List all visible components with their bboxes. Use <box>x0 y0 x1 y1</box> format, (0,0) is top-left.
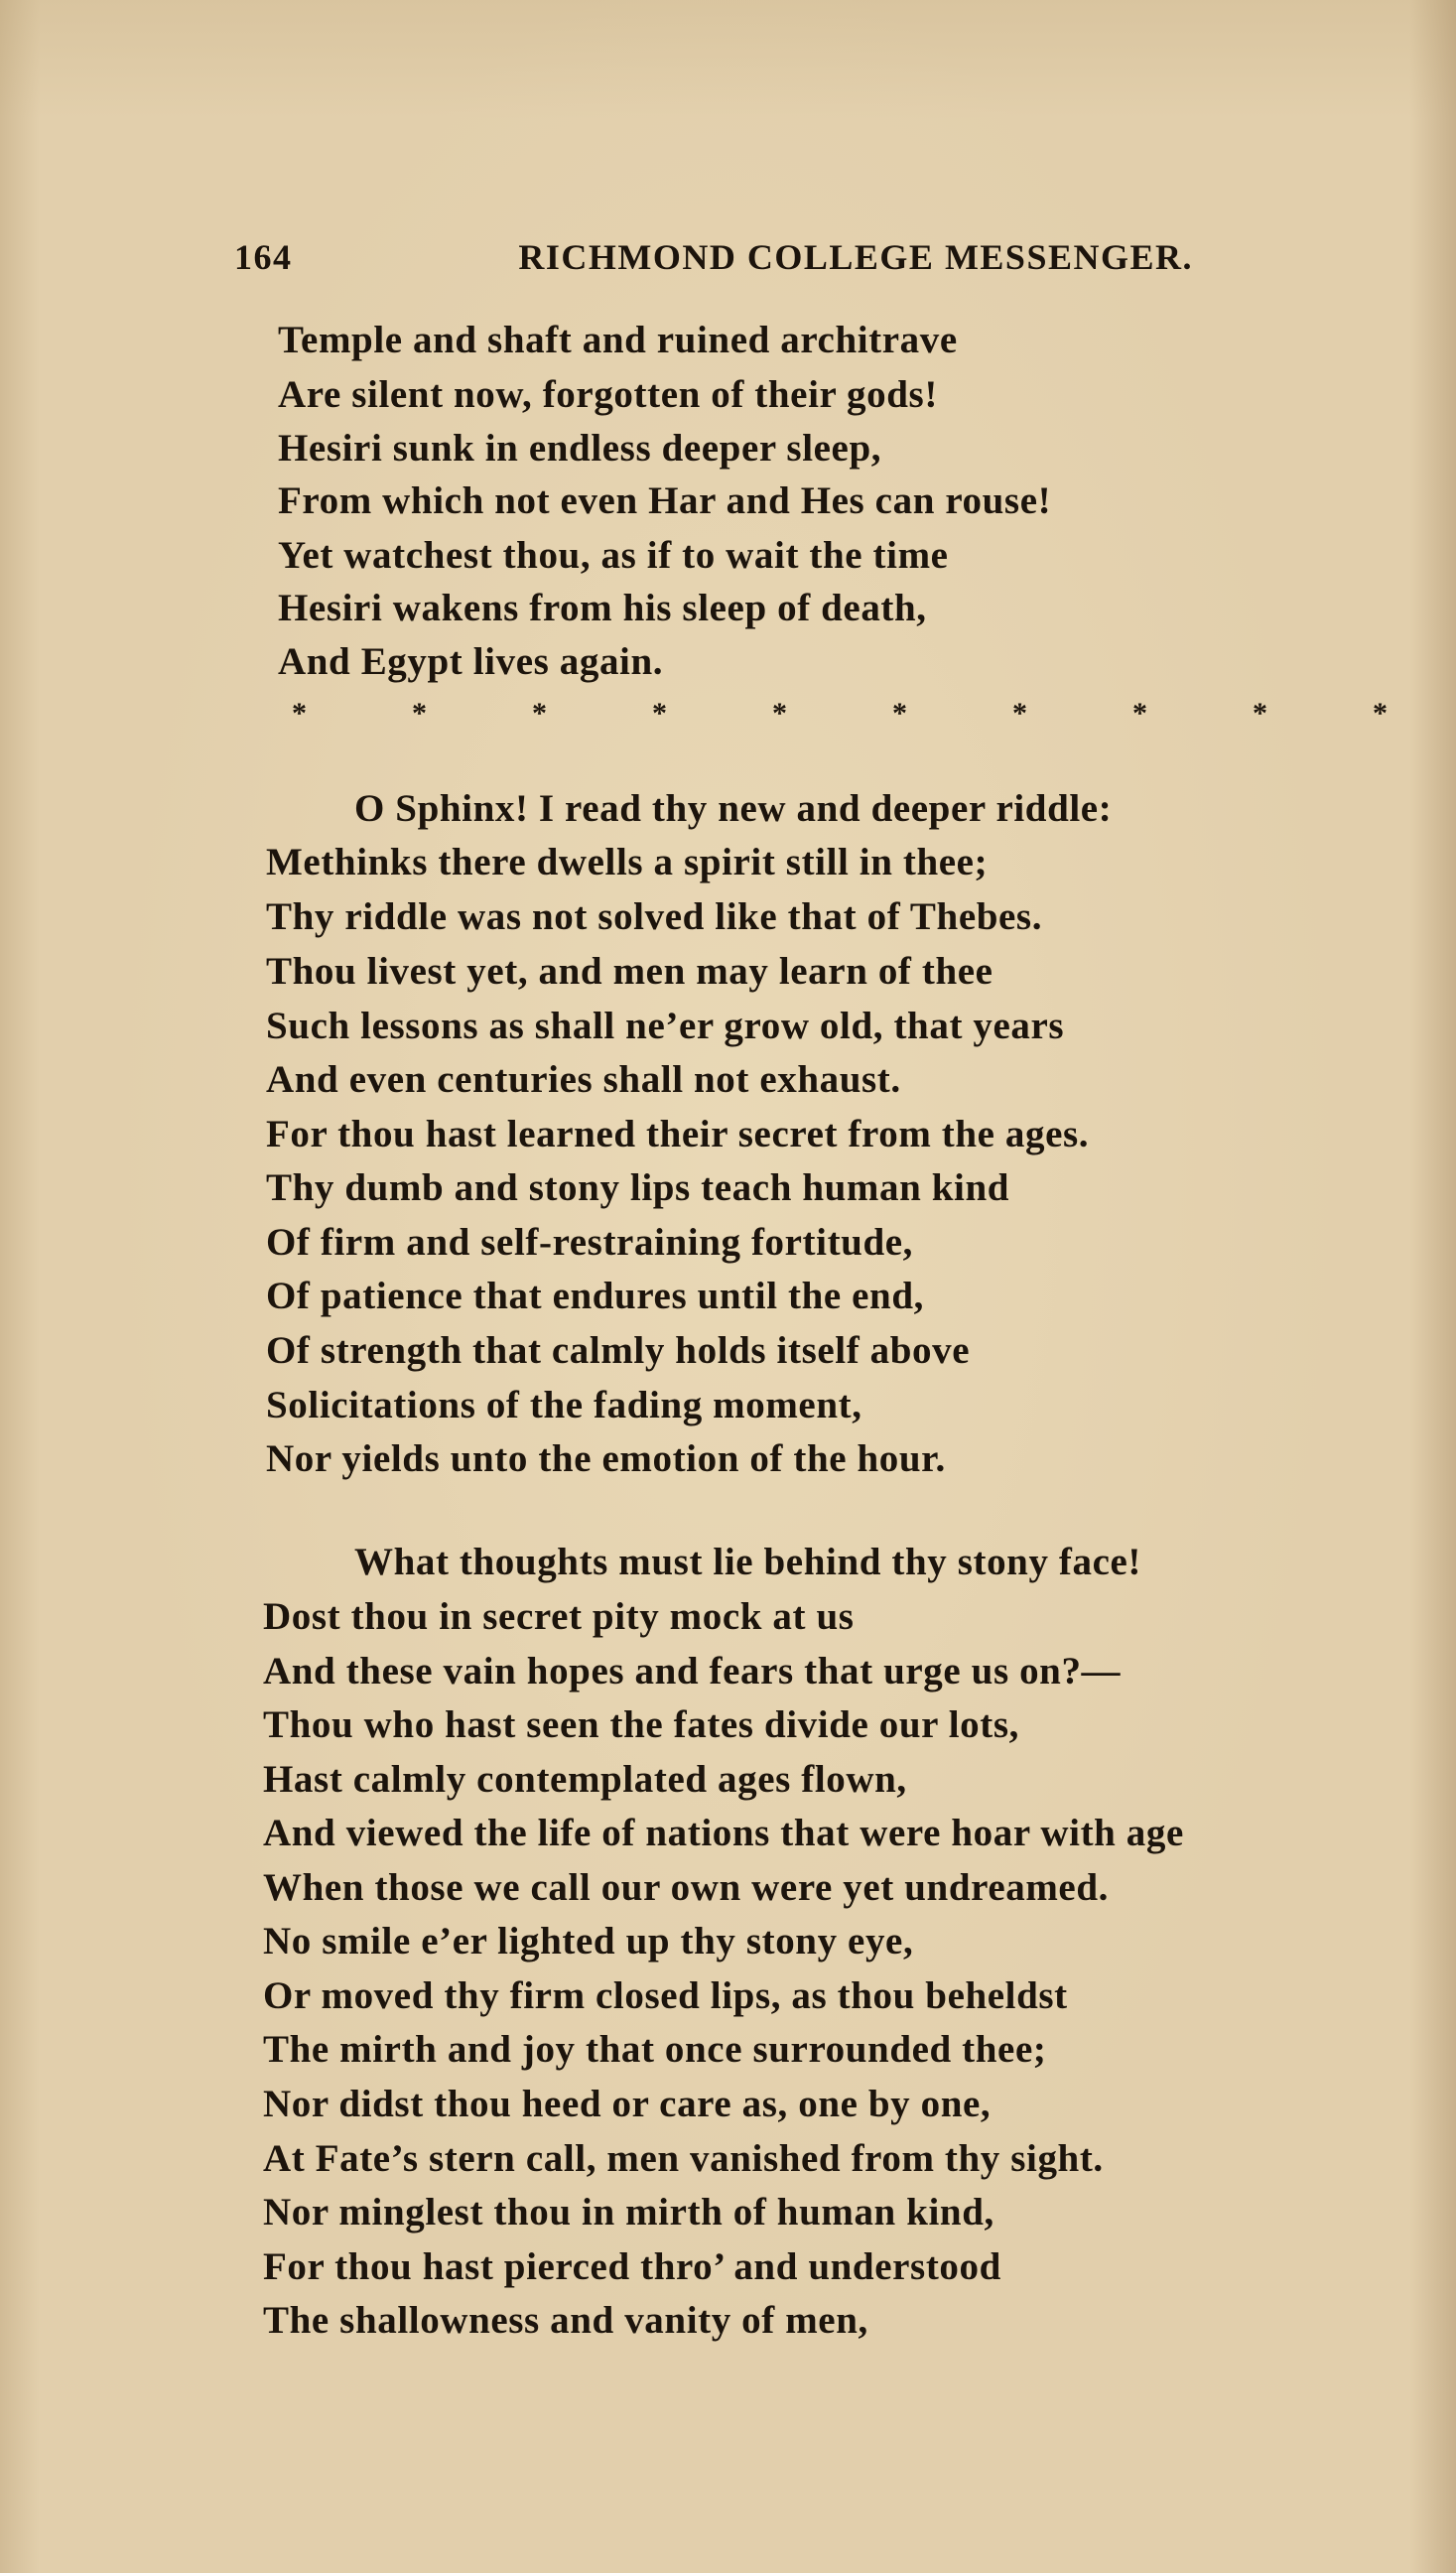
poem-line: Nor didst thou heed or care as, one by one, <box>263 2083 992 2125</box>
separator-star: * <box>1253 697 1267 730</box>
poem-line: Hesiri sunk in endless deeper sleep, <box>278 427 882 470</box>
poem-line: Yet watchest thou, as if to wait the time <box>278 534 949 577</box>
poem-line: What thoughts must lie behind thy stony face! <box>354 1541 1142 1583</box>
page-number: 164 <box>234 237 293 277</box>
running-title: RICHMOND COLLEGE MESSENGER. <box>518 237 1193 277</box>
separator-star: * <box>1132 697 1147 730</box>
poem-line: Are silent now, forgotten of their gods! <box>278 373 938 416</box>
separator-star: * <box>1012 697 1027 730</box>
page-header <box>234 236 1193 286</box>
poem-line: Of firm and self-restraining fortitude, <box>266 1221 914 1264</box>
poem-line: Hast calmly contemplated ages flown, <box>263 1758 907 1801</box>
poem-line: Of patience that endures until the end, <box>266 1275 924 1317</box>
poem-line: Thy riddle was not solved like that of Thebes. <box>266 895 1043 938</box>
poem-line: Solicitations of the fading moment, <box>266 1384 862 1426</box>
poem-line: O Sphinx! I read thy new and deeper riddle: <box>354 787 1113 830</box>
section-separator <box>292 697 1403 737</box>
separator-star: * <box>292 697 307 730</box>
separator-star: * <box>892 697 907 730</box>
poem-line: When those we call our own were yet undreamed. <box>263 1866 1109 1909</box>
separator-star: * <box>652 697 667 730</box>
poem-line: For thou hast learned their secret from the ages. <box>266 1113 1090 1155</box>
poem-line: No smile e’er lighted up thy stony eye, <box>263 1920 914 1963</box>
poem-line: Nor minglest thou in mirth of human kind, <box>263 2191 994 2234</box>
poem-line: Thou who hast seen the fates divide our lots, <box>263 1703 1019 1746</box>
poem-line: Or moved thy firm closed lips, as thou beheldst <box>263 1974 1068 2017</box>
poem-line: At Fate’s stern call, men vanished from thy sight. <box>263 2137 1104 2180</box>
poem-line: Thy dumb and stony lips teach human kind <box>266 1166 1010 1209</box>
poem-line: For thou hast pierced thro’ and understood <box>263 2245 1001 2288</box>
poem-line: The shallowness and vanity of men, <box>263 2299 868 2342</box>
separator-star: * <box>412 697 427 730</box>
poem-line: Temple and shaft and ruined architrave <box>278 319 958 361</box>
poem-line: Such lessons as shall ne’er grow old, that years <box>266 1005 1065 1047</box>
poem-line: From which not even Har and Hes can rouse! <box>278 479 1052 522</box>
separator-star: * <box>1373 697 1388 730</box>
poem-line: Methinks there dwells a spirit still in thee; <box>266 841 989 883</box>
poem-line: And even centuries shall not exhaust. <box>266 1058 901 1101</box>
poem-line: And Egypt lives again. <box>278 640 664 683</box>
separator-star: * <box>532 697 547 730</box>
separator-star: * <box>772 697 787 730</box>
poem-line: And these vain hopes and fears that urge us on?— <box>263 1650 1122 1693</box>
poem-line: Dost thou in secret pity mock at us <box>263 1595 855 1638</box>
poem-line: Nor yields unto the emotion of the hour. <box>266 1437 946 1480</box>
poem-line: Of strength that calmly holds itself above <box>266 1329 971 1372</box>
poem-line: The mirth and joy that once surrounded thee; <box>263 2028 1047 2071</box>
poem-line: And viewed the life of nations that were hoar with age <box>263 1812 1184 1854</box>
poem-line: Hesiri wakens from his sleep of death, <box>278 587 927 629</box>
poem-line: Thou livest yet, and men may learn of thee <box>266 950 993 993</box>
